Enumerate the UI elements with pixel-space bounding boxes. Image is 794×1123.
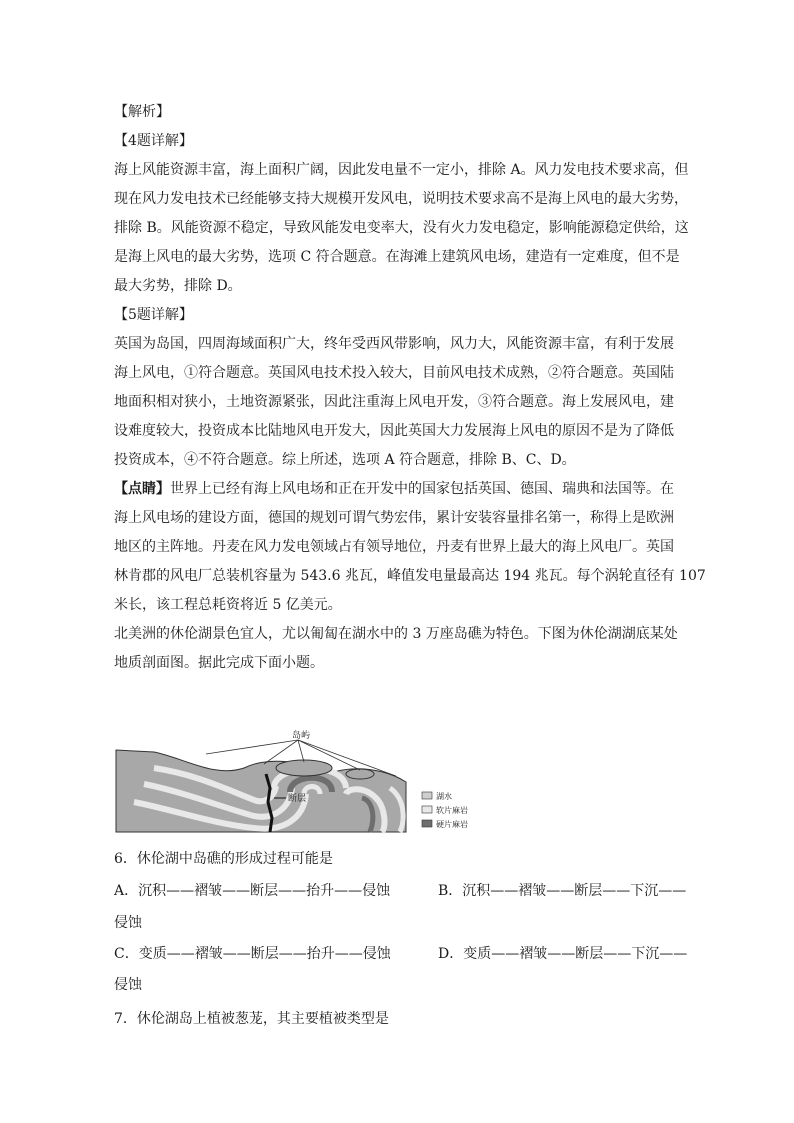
q6-option-a: A．沉积——褶皱——断层——抬升——侵蚀 <box>114 883 391 899</box>
q4-line: 最大劣势，排除 D。 <box>114 278 242 294</box>
legend-label: 湖水 <box>436 792 452 801</box>
tip-line: 米长，该工程总耗资将近 5 亿美元。 <box>114 597 342 613</box>
q6-stem: 6．休伦湖中岛礁的形成过程可能是 <box>114 851 333 867</box>
q4-heading: 【4题详解】 <box>114 133 193 149</box>
intro-line: 地质剖面图。据此完成下面小题。 <box>114 655 324 671</box>
intro-line: 北美洲的休伦湖景色宜人，尤以匍匐在湖水中的 3 万座岛礁为特色。下图为休伦湖湖底某处 <box>114 626 678 642</box>
fault-label: 断层 <box>288 794 307 804</box>
q6-option-c: C．变质——褶皱——断层——抬升——侵蚀 <box>114 946 391 962</box>
q7-stem: 7．休伦湖岛上植被葱茏，其主要植被类型是 <box>114 1011 389 1027</box>
tip-text: 世界上已经有海上风电场和正在开发中的国家包括英国、德国、瑞典和法国等。在 <box>170 481 674 497</box>
legend-swatch-hard-rock <box>422 820 432 827</box>
q6-option-b: B．沉积——褶皱——断层——下沉—— <box>438 883 687 899</box>
legend-label: 硬片麻岩 <box>436 820 468 829</box>
q4-line: 现在风力发电技术已经能够支持大规模开发风电，说明技术要求高不是海上风电的最大劣势， <box>114 191 688 207</box>
q5-line: 海上风电，①符合题意。英国风电技术投入较大，目前风电技术成熟，②符合题意。英国陆 <box>114 365 674 381</box>
q4-line: 海上风能资源丰富，海上面积广阔，因此发电量不一定小，排除 A。风力发电技术要求高，但 <box>114 162 689 178</box>
q5-line: 地面积相对狭小，土地资源紧张，因此注重海上风电开发，③符合题意。海上发展风电，建 <box>114 394 674 410</box>
q5-line: 投资成本，④不符合题意。综上所述，选项 A 符合题意，排除 B、C、D。 <box>114 452 576 468</box>
tip-line: 地区的主阵地。丹麦在风力发电领域占有领导地位，丹麦有世界上最大的海上风电厂。英国 <box>114 539 674 555</box>
legend-swatch-lake <box>422 792 432 799</box>
geological-cross-section-figure <box>114 728 494 840</box>
q6-option-b-wrap: 侵蚀 <box>114 915 142 931</box>
q4-line: 排除 B。风能资源不稳定，导致风能发电变率大，没有火力发电稳定，影响能源稳定供给，这 <box>114 220 689 236</box>
q6-option-d: D．变质——褶皱——断层——下沉—— <box>438 946 688 962</box>
island-shape <box>346 769 374 779</box>
q5-line: 英国为岛国，四周海域面积广大，终年受西风带影响，风力大，风能资源丰富，有利于发展 <box>114 336 674 352</box>
analysis-section <box>114 98 706 678</box>
q4-line: 是海上风电的最大劣势，选项 C 符合题意。在海滩上建筑风电场，建造有一定难度，但不是 <box>114 249 680 265</box>
tip-first-line <box>114 475 682 504</box>
q5-heading: 【5题详解】 <box>114 307 193 323</box>
legend-label: 软片麻岩 <box>436 806 468 815</box>
tip-line: 林肯郡的风电厂总装机容量为 543.6 兆瓦，峰值发电量最高达 194 兆瓦。每个涡轮直径有 107 <box>114 568 706 584</box>
analysis-heading: 【解析】 <box>114 104 170 120</box>
island-shape <box>276 760 332 776</box>
island-label: 岛屿 <box>292 731 311 741</box>
tip-line: 海上风电场的建设方面，德国的规划可谓气势宏伟，累计安装容量排名第一，称得上是欧洲 <box>114 510 674 526</box>
q6-option-d-wrap: 侵蚀 <box>114 977 142 993</box>
q5-line: 设难度较大，投资成本比陆地风电开发大，因此英国大力发展海上风电的原因不是为了降低 <box>114 423 674 439</box>
legend-swatch-soft-rock <box>422 806 432 813</box>
tip-label: 【点睛】 <box>114 481 170 497</box>
